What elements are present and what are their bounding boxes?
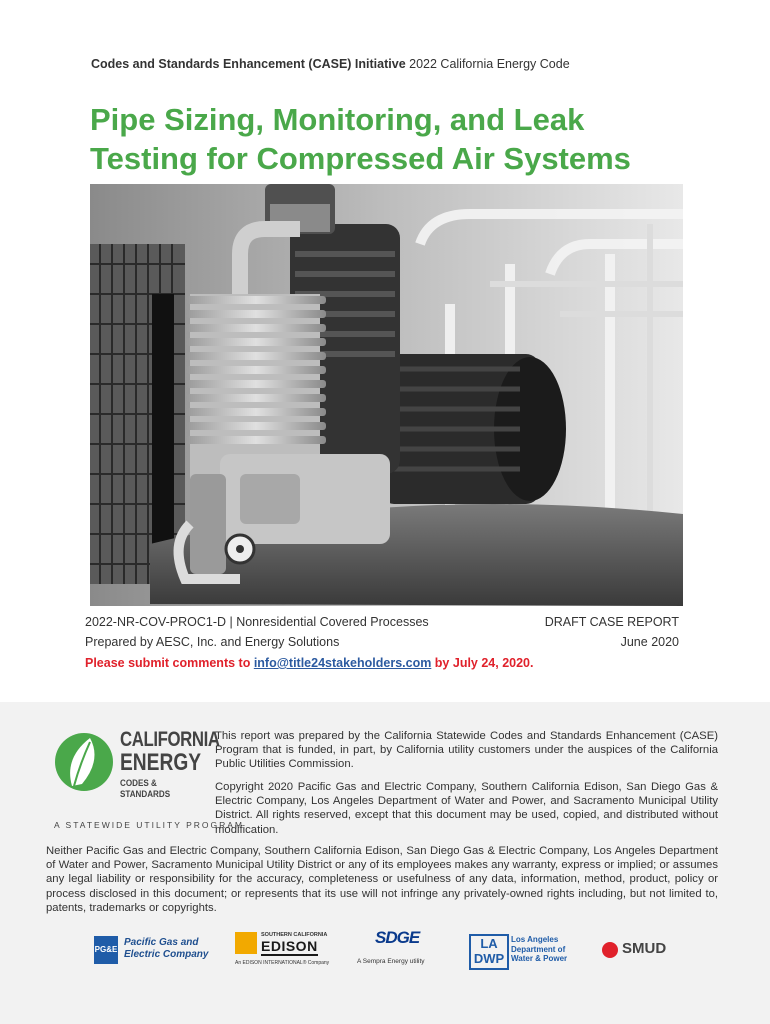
ladwp-line2: Department of <box>511 944 566 954</box>
code-year: 2022 California Energy Code <box>409 57 570 71</box>
sdge-sub: A Sempra Energy utility <box>357 958 425 965</box>
sce-name: EDISON <box>261 938 318 954</box>
logo-codes-standards: CODES & STANDARDS <box>120 778 171 800</box>
sdge-name: SDGE <box>375 928 420 947</box>
sce-sun-icon <box>235 932 257 954</box>
smud-circle-icon <box>602 942 618 958</box>
sdge-logo <box>357 928 437 972</box>
pge-logo <box>94 936 209 966</box>
california-energy-codes-logo <box>54 728 245 830</box>
pge-line1: Pacific Gas and <box>124 937 199 948</box>
smud-name: SMUD <box>622 940 667 957</box>
initiative-name: Codes and Standards Enhancement (CASE) Initiative <box>91 57 406 71</box>
disclaimer-warranty: Neither Pacific Gas and Electric Company, Southern California Edison, San Diego Gas & Electric Company, Los Angeles Department of Water and Power, Sacramento Municipal Utility District or any of its employees makes any warranty, express or implied; or assumes any legal liability or responsibility for the accuracy, completeness or usefulness of any data, information, method, product, policy or process disclosed in this document; or represents that its use will not infringe any privately-owned rights including, but not limited to, patents, trademarks or copyrights. <box>46 845 718 914</box>
report-type: DRAFT CASE REPORT <box>544 615 679 629</box>
sce-top: SOUTHERN CALIFORNIA <box>261 932 328 938</box>
pge-line2: Electric Company <box>124 949 209 960</box>
sce-logo <box>235 932 330 972</box>
comment-deadline: by July 24, 2020. <box>431 656 534 670</box>
footer <box>0 702 770 1024</box>
logo-tagline: A STATEWIDE UTILITY PROGRAM <box>54 820 245 830</box>
disclaimer-funding: This report was prepared by the California Statewide Codes and Standards Enhancement (CASE) Program that is funded, in part, by California utility customers under the auspices of the California Public Utilities Commission. <box>215 730 718 771</box>
report-title <box>90 100 730 178</box>
utility-logos <box>0 928 770 978</box>
ladwp-line3: Water & Power <box>511 954 568 963</box>
comment-prefix: Please submit comments to <box>85 656 254 670</box>
logo-energy: ENERGY <box>120 749 202 776</box>
leaf-icon <box>54 728 114 812</box>
report-date: June 2020 <box>620 635 679 649</box>
prepared-by: Prepared by AESC, Inc. and Energy Solutions <box>85 635 340 649</box>
air-compressor-photo <box>90 184 683 606</box>
pge-mark: PG&E <box>94 936 118 964</box>
header-line <box>91 57 570 71</box>
ladwp-line1: Los Angeles <box>511 935 559 944</box>
logo-california: CALIFORNIA <box>120 728 220 751</box>
comment-request <box>85 656 533 670</box>
compressor-illustration <box>90 184 683 606</box>
ladwp-logo <box>469 934 569 970</box>
disclaimer-copyright: Copyright 2020 Pacific Gas and Electric Company, Southern California Edison, San Diego Gas & Electric Company, Los Angeles Department of Water and Power, and Sacramento Municipal Utility District. All rights reserved, except that this document may be used, copied, and distributed without modification. <box>215 781 718 836</box>
ladwp-mark2: DWP <box>473 951 505 966</box>
sce-sub: An EDISON INTERNATIONAL® Company <box>235 960 330 966</box>
smud-logo <box>602 940 682 962</box>
report-id: 2022-NR-COV-PROC1-D | Nonresidential Covered Processes <box>85 615 429 629</box>
title-line-2: Testing for Compressed Air Systems <box>90 141 631 176</box>
comment-email-link[interactable]: info@title24stakeholders.com <box>253 656 432 670</box>
title-line-1: Pipe Sizing, Monitoring, and Leak <box>90 102 585 137</box>
ladwp-mark1: LA <box>480 936 498 951</box>
